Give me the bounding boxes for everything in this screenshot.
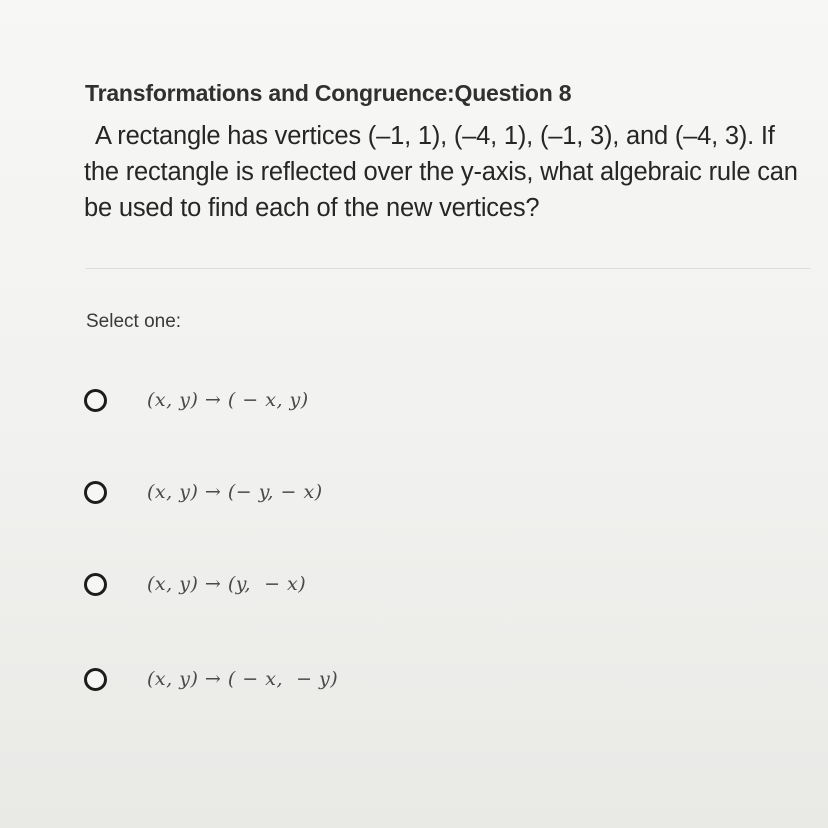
divider (86, 268, 810, 269)
answer-option-label: (x, y) → (− y, − x) (147, 481, 323, 503)
radio-button-icon[interactable] (84, 481, 107, 504)
answer-option-a[interactable] (84, 380, 504, 420)
question-text: A rectangle has vertices (–1, 1), (–4, 1), (–1, 3), and (–4, 3). If the rectangle is reflected over the y-axis, what algebraic rule can be used to find each of the new vertices? (84, 122, 798, 222)
radio-button-icon[interactable] (84, 668, 107, 691)
answer-option-d[interactable] (84, 659, 504, 699)
question-title: Transformations and Congruence:Question 8 (85, 80, 572, 106)
answer-option-label: (x, y) → ( − x, − y) (147, 668, 339, 690)
select-one-label: Select one: (86, 311, 182, 332)
answer-option-c[interactable] (84, 564, 504, 604)
radio-button-icon[interactable] (84, 389, 107, 412)
answer-option-b[interactable] (84, 472, 504, 512)
answer-option-label: (x, y) → (y, − x) (147, 573, 307, 595)
radio-button-icon[interactable] (84, 573, 107, 596)
answer-option-label: (x, y) → ( − x, y) (147, 389, 309, 411)
